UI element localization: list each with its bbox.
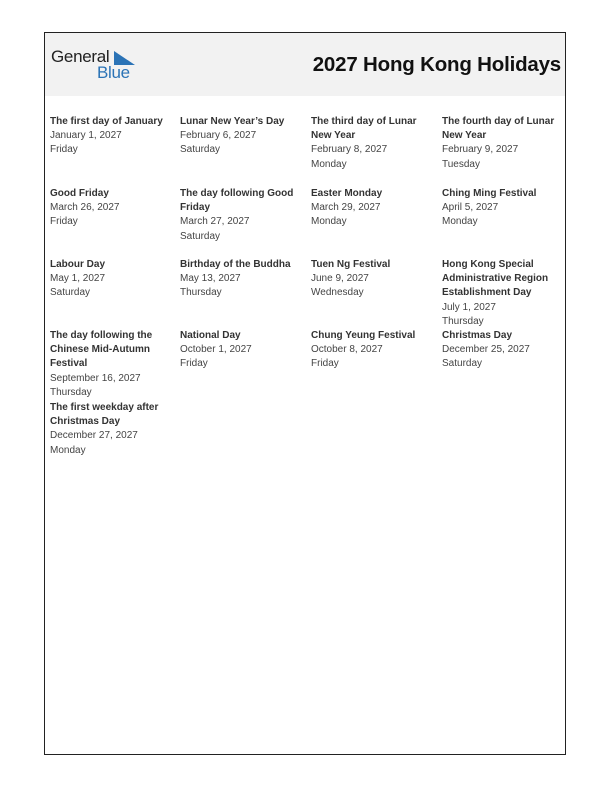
holiday-date: January 1, 2027 <box>50 130 122 142</box>
holiday-name: Christmas Day <box>442 330 513 341</box>
logo-text-general: General <box>51 47 110 66</box>
holiday-name: The day following the Chinese Mid-Autumn Festival <box>50 330 153 370</box>
header <box>45 33 565 96</box>
holiday-entry <box>180 115 296 158</box>
holiday-weekday: Saturday <box>180 144 221 156</box>
holiday-name: The day following Good Friday <box>180 188 294 214</box>
holiday-weekday: Thursday <box>180 287 222 299</box>
holiday-weekday: Monday <box>442 216 478 228</box>
holiday-entry <box>50 115 166 158</box>
holiday-weekday: Monday <box>311 216 347 228</box>
holiday-entry <box>311 329 435 372</box>
holiday-entry <box>442 329 558 372</box>
holiday-entry <box>50 258 166 301</box>
holiday-weekday: Tuesday <box>442 158 480 170</box>
holiday-entry <box>442 115 556 172</box>
holiday-name: Ching Ming Festival <box>442 188 537 199</box>
holiday-entry <box>180 329 296 372</box>
holiday-entry <box>311 187 427 230</box>
logo-text-blue: Blue <box>97 63 130 82</box>
holiday-date: July 1, 2027 <box>442 301 496 313</box>
holiday-weekday: Saturday <box>442 358 483 370</box>
holiday-date: April 5, 2027 <box>442 202 499 214</box>
holiday-weekday: Friday <box>50 144 78 156</box>
holiday-name: Hong Kong Special Administrative Region Establishment Day <box>442 259 549 299</box>
holiday-entry <box>311 115 419 172</box>
holiday-date: October 1, 2027 <box>180 344 252 356</box>
holiday-entry <box>180 258 302 301</box>
holiday-name: Easter Monday <box>311 188 383 199</box>
holiday-name: Tuen Ng Festival <box>311 259 391 270</box>
holiday-weekday: Thursday <box>442 315 484 327</box>
holiday-name: Lunar New Year’s Day <box>180 116 285 127</box>
holiday-weekday: Monday <box>50 444 86 456</box>
holiday-weekday: Friday <box>50 216 78 228</box>
holiday-weekday: Friday <box>180 358 208 370</box>
holiday-date: December 27, 2027 <box>50 430 138 442</box>
holiday-weekday: Thursday <box>50 386 92 398</box>
holiday-date: May 1, 2027 <box>50 273 106 285</box>
holiday-entry <box>311 258 427 301</box>
holiday-name: Labour Day <box>50 259 106 270</box>
holiday-date: March 26, 2027 <box>50 202 120 214</box>
holiday-entry <box>50 187 166 230</box>
holiday-entry <box>442 258 556 329</box>
holiday-weekday: Friday <box>311 358 339 370</box>
holiday-name: Chung Yeung Festival <box>311 330 416 341</box>
holiday-name: Birthday of the Buddha <box>180 259 291 270</box>
logo[interactable] <box>51 47 151 83</box>
holiday-date: March 29, 2027 <box>311 202 381 214</box>
holiday-entry <box>180 187 294 244</box>
holiday-weekday: Wednesday <box>311 287 364 299</box>
holiday-name: The first weekday after Christmas Day <box>50 402 159 428</box>
page-title: 2027 Hong Kong Holidays <box>312 53 561 76</box>
holiday-date: February 8, 2027 <box>311 144 388 156</box>
holiday-entry <box>50 401 164 458</box>
holiday-date: May 13, 2027 <box>180 273 241 285</box>
holiday-date: February 9, 2027 <box>442 144 519 156</box>
holiday-date: February 6, 2027 <box>180 130 257 142</box>
holiday-date: March 27, 2027 <box>180 216 250 228</box>
holiday-weekday: Saturday <box>180 230 221 242</box>
holiday-date: September 16, 2027 <box>50 372 141 384</box>
holiday-weekday: Monday <box>311 158 347 170</box>
holiday-name: The third day of Lunar New Year <box>311 116 417 142</box>
holiday-entry <box>442 187 558 230</box>
holiday-name: The fourth day of Lunar New Year <box>442 116 555 142</box>
holiday-date: June 9, 2027 <box>311 273 369 285</box>
holiday-date: December 25, 2027 <box>442 344 530 356</box>
holiday-weekday: Saturday <box>50 287 91 299</box>
holiday-name: Good Friday <box>50 188 109 199</box>
holiday-entry <box>50 329 160 400</box>
holiday-name: The first day of January <box>50 116 163 127</box>
holiday-date: October 8, 2027 <box>311 344 383 356</box>
holiday-name: National Day <box>180 330 241 341</box>
